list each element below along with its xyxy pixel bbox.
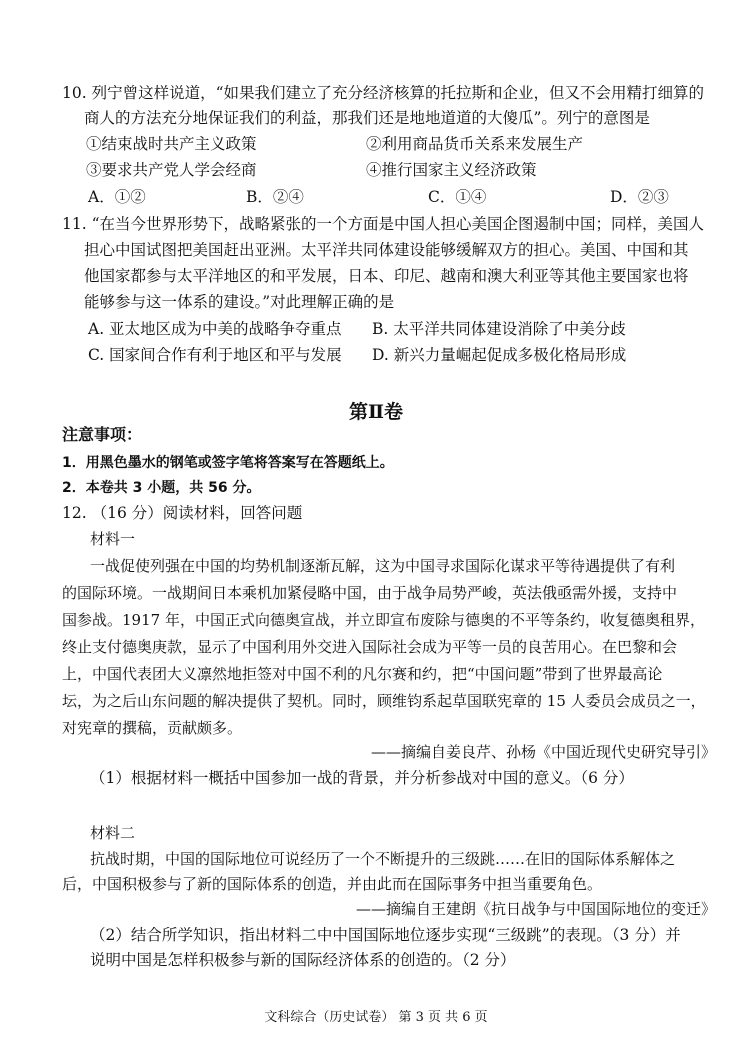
material-1-line-3: 国参战。1917 年，中国正式向德奥宣战，并立即宣布废除与德奥的不平等条约，收复德奥租界，: [62, 611, 705, 629]
q10-option-d: D．②③: [610, 188, 669, 206]
sub-question-2-line-2: 说明中国是怎样积极参与新的国际经济体系的创造的。（2 分）: [90, 951, 516, 969]
q10-item-2: ②利用商品货币关系来发展生产: [366, 135, 584, 153]
q10-stem-line-1: 10. 列宁曾这样说道，“如果我们建立了充分经济核算的托拉斯和企业，但又不会用精打细算的: [62, 84, 705, 102]
q10-option-c: C．①④: [428, 188, 487, 206]
page-footer: 文科综合（历史试卷） 第 3 页 共 6 页: [264, 1010, 488, 1025]
material-1-line-6: 坛，为之后山东问题的解决提供了契机。同时，顾维钧系起草国联宪章的 15 人委员会成员之一，: [62, 692, 706, 710]
material-1-line-2: 的国际环境。一战期间日本乘机加紧侵略中国，由于战争局势严峻，英法俄亟需外援，支持中: [62, 584, 678, 602]
q10-item-1: ①结束战时共产主义政策: [86, 135, 257, 153]
q11-option-c: C. 国家间合作有利于地区和平与发展: [88, 346, 342, 364]
material-1-label: 材料一: [90, 530, 136, 548]
notice-item-1: 1．用黑色墨水的钢笔或签字笔将答案写在答题纸上。: [62, 455, 394, 471]
material-1-line-7: 对宪章的撰稿，贡献颇多。: [62, 719, 243, 737]
q12-header: 12. （16 分）阅读材料，回答问题: [62, 504, 303, 522]
q11-stem-line-4: 能够参与这一体系的建设。”对此理解正确的是: [84, 293, 395, 311]
material-2-label: 材料二: [90, 824, 136, 842]
material-2-line-1: 抗战时期，中国的国际地位可说经历了一个不断提升的三级跳……在旧的国际体系解体之: [90, 850, 676, 868]
notice-item-2: 2．本卷共 3 小题，共 56 分。: [62, 480, 261, 496]
material-1-line-1: 一战促使列强在中国的均势机制逐渐瓦解，这为中国寻求国际化谋求平等待遇提供了有利: [90, 557, 676, 575]
notice-heading: 注意事项：: [62, 425, 143, 444]
q10-item-4: ④推行国家主义经济政策: [366, 161, 537, 179]
q11-option-d: D. 新兴力量崛起促成多极化格局形成: [372, 346, 627, 364]
material-2-source: ——摘编自王建朗《抗日战争与中国国际地位的变迁》: [355, 900, 716, 918]
material-1-source: ——摘编自姜良芹、孙杨《中国近现代史研究导引》: [370, 743, 716, 761]
q10-option-b: B．②④: [246, 188, 304, 206]
q10-stem-line-2: 商人的方法充分地保证我们的利益，那我们还是地地道道的大傻瓜”。列宁的意图是: [84, 109, 650, 127]
q11-stem-line-3: 他国家都参与太平洋地区的和平发展，日本、印尼、越南和澳大利亚等其他主要国家也将: [84, 267, 689, 285]
material-1-line-4: 终止支付德奥庚款，显示了中国利用外交进入国际社会成为平等一员的良苦用心。在巴黎和会: [62, 638, 678, 656]
q11-stem-line-2: 担心中国试图把美国赶出亚洲。太平洋共同体建设能够缓解双方的担心。美国、中国和其: [84, 241, 689, 259]
q11-option-a: A. 亚太地区成为中美的战略争夺重点: [88, 320, 342, 338]
material-1-line-5: 上，中国代表团大义凛然地拒签对中国不利的凡尔赛和约，把“中国问题”带到了世界最高论: [62, 665, 663, 683]
sub-question-2-line-1: （2）结合所学知识，指出材料二中中国国际地位逐步实现“三级跳”的表现。（3 分）并: [90, 926, 681, 944]
material-2-line-2: 后，中国积极参与了新的国际体系的创造，并由此而在国际事务中担当重要角色。: [62, 875, 603, 893]
q10-item-3: ③要求共产党人学会经商: [86, 161, 257, 179]
q11-stem-line-1: 11. “在当今世界形势下，战略紧张的一个方面是中国人担心美国企图遏制中国；同样，美国人: [62, 215, 705, 233]
q10-option-a: A．①②: [88, 188, 146, 206]
q11-option-b: B. 太平洋共同体建设消除了中美分歧: [372, 320, 626, 338]
sub-question-1: （1）根据材料一概括中国参加一战的背景，并分析参战对中国的意义。（6 分）: [90, 769, 634, 787]
section-title: 第Ⅱ卷: [348, 401, 403, 423]
